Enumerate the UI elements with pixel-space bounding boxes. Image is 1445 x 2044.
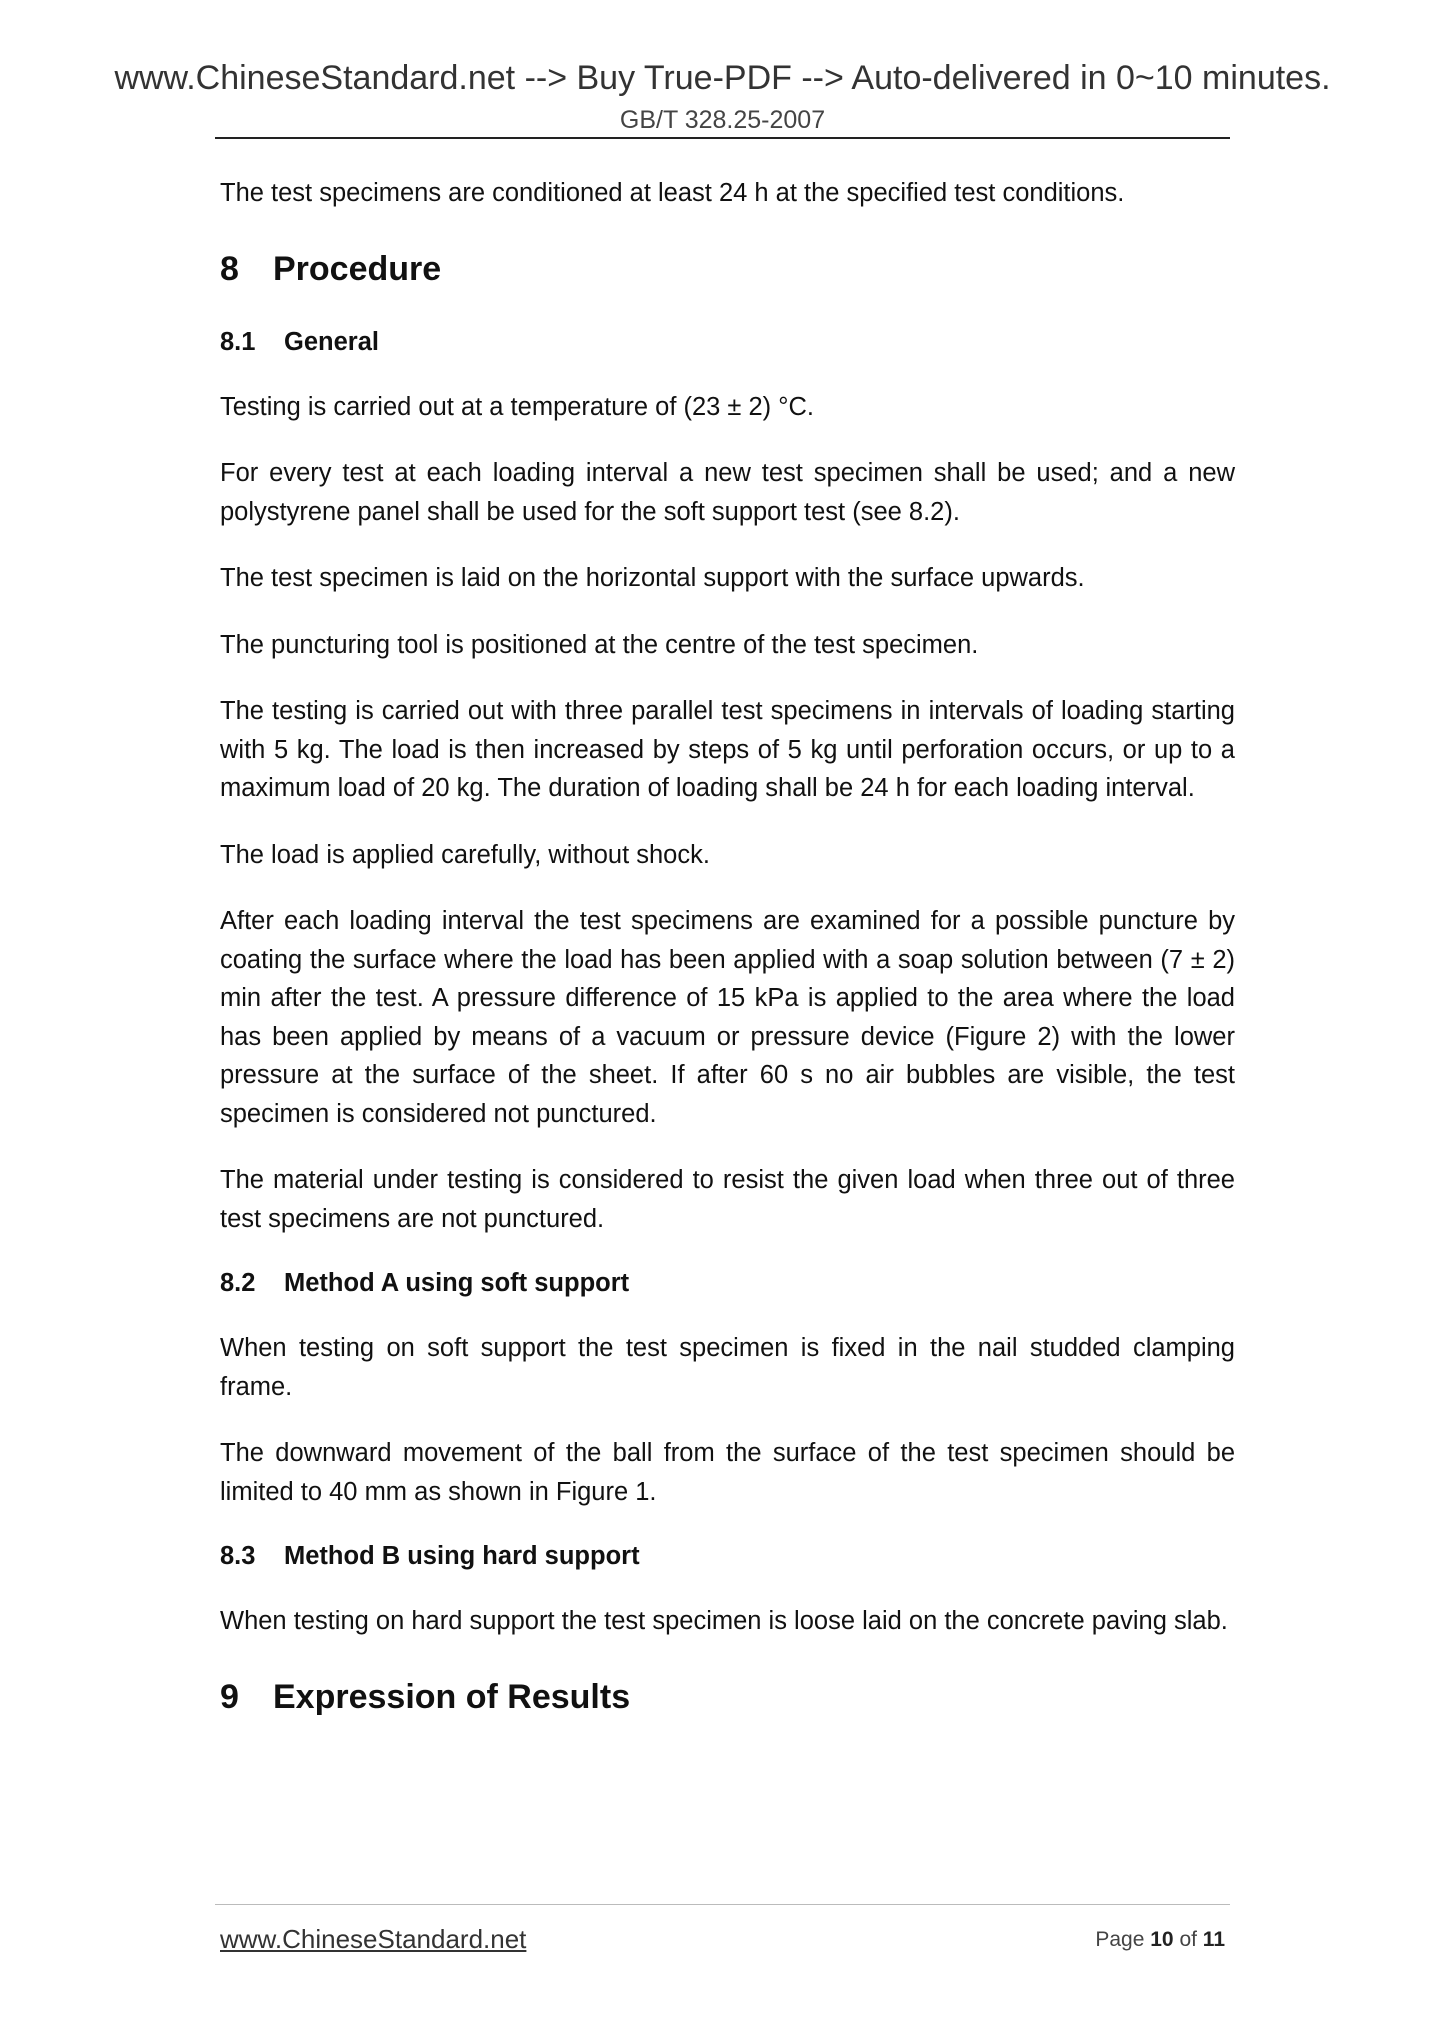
header-divider	[215, 137, 1230, 139]
paragraph-horizontal-support: The test specimen is laid on the horizontal support with the surface upwards.	[220, 564, 1085, 592]
paragraph-ball-movement: The downward movement of the ball from the surface of the test specimen should be limited to 40 mm as shown in Figure 1.	[220, 1439, 1235, 1506]
footer-divider	[215, 1904, 1230, 1905]
page-current: 10	[1150, 1928, 1174, 1951]
section-8-2-number: 8.2	[220, 1269, 256, 1297]
paragraph-new-specimen: For every test at each loading interval a new test specimen shall be used; and a new polystyrene panel shall be used for the soft support test (see 8.2).	[220, 459, 1235, 526]
footer-site-link[interactable]: www.ChineseStandard.net	[220, 1924, 527, 1954]
intro-paragraph: The test specimens are conditioned at least 24 h at the specified test conditions.	[220, 179, 1125, 207]
paragraph-puncture-examination: After each loading interval the test specimens are examined for a possible puncture by coating the surface where the load has been applied with a soap solution between (7 ± 2) min after the test. A pressure difference of 15 kPa is applied to the area where the load has been applied by means of a vacuum or pressure device (Figure 2) with the lower pressure at the surface of the sheet. If after 60 s no air bubbles are visible, the test specimen is considered not punctured.	[220, 907, 1235, 1128]
paragraph-soft-support: When testing on soft support the test specimen is fixed in the nail studded clamping frame.	[220, 1334, 1235, 1401]
section-8-1-heading	[220, 325, 1235, 359]
section-9-title: Expression of Results	[273, 1677, 631, 1716]
section-8-2-heading	[220, 1266, 1235, 1300]
section-8-number: 8	[220, 249, 239, 288]
standard-code: GB/T 328.25-2007	[619, 106, 826, 134]
header-banner: www.ChineseStandard.net --> Buy True-PDF --> Auto-delivered in 0~10 minutes.	[114, 59, 1331, 97]
page-of: of	[1179, 1928, 1197, 1951]
paragraph-hard-support: When testing on hard support the test specimen is loose laid on the concrete paving slab.	[220, 1607, 1228, 1635]
document-body	[220, 174, 1235, 1719]
section-8-1-number: 8.1	[220, 327, 256, 356]
section-9-heading	[220, 1675, 1235, 1719]
paragraph-resist-load: The material under testing is considered to resist the given load when three out of three test specimens are not punctured.	[220, 1166, 1235, 1233]
section-9-number: 9	[220, 1677, 239, 1716]
page-label: Page	[1095, 1928, 1145, 1951]
section-8-2-title: Method A using soft support	[284, 1269, 630, 1297]
paragraph-load-applied: The load is applied carefully, without shock.	[220, 840, 710, 869]
page-total: 11	[1202, 1928, 1225, 1951]
paragraph-loading-intervals: The testing is carried out with three parallel test specimens in intervals of loading starting with 5 kg. The load is then increased by steps of 5 kg until perforation occurs, or up to a maximum load of 20 kg. The duration of loading shall be 24 h for each loading interval.	[220, 697, 1235, 802]
section-8-title: Procedure	[273, 249, 442, 288]
section-8-3-title: Method B using hard support	[284, 1542, 640, 1570]
paragraph-temperature: Testing is carried out at a temperature of (23 ± 2) °C.	[220, 392, 814, 421]
paragraph-puncturing-tool: The puncturing tool is positioned at the centre of the test specimen.	[220, 630, 979, 659]
section-8-3-number: 8.3	[220, 1542, 256, 1570]
page-number	[1095, 1926, 1225, 1954]
section-8-1-title: General	[284, 327, 379, 356]
section-8-heading	[220, 247, 1235, 291]
section-8-3-heading	[220, 1539, 1235, 1573]
